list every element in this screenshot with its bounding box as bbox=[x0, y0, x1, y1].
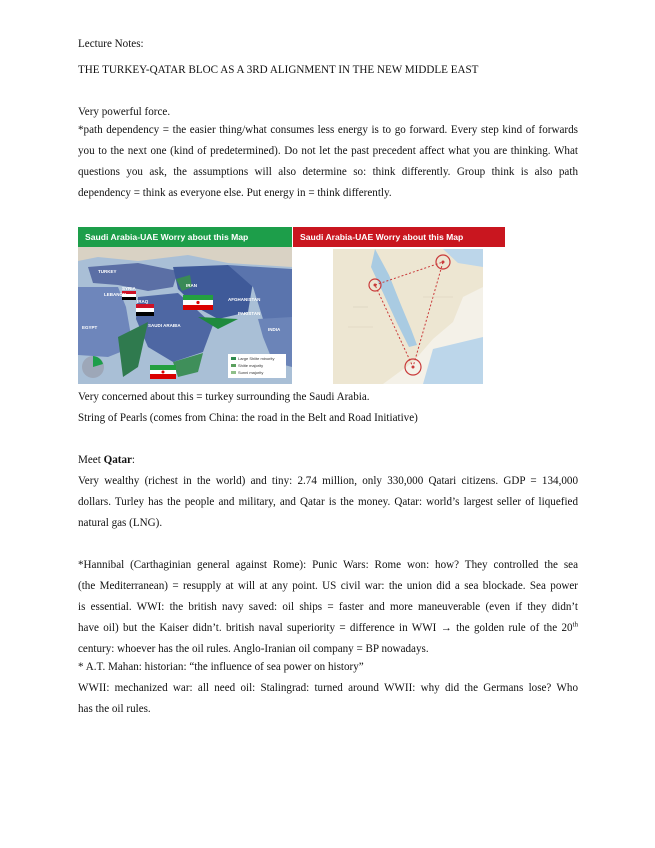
red-sea-route-map-graphic bbox=[293, 227, 505, 384]
middle-east-map-figure bbox=[78, 227, 292, 384]
hannibal-line-2: (the Mediterranean) = resupply at will at any point. US civil war: the union did a sea blockade. Sea power bbox=[78, 580, 578, 592]
map-label-turkey: TURKEY bbox=[98, 269, 117, 274]
legend-item-shiite-majority: Shiite majority bbox=[231, 363, 263, 368]
map-label-india: INDIA bbox=[268, 327, 281, 332]
after-figure-line-2: String of Pearls (comes from China: the road in the Belt and Road Initiative) bbox=[78, 412, 418, 424]
mahan-line: * A.T. Mahan: historian: “the influence of sea power on history” bbox=[78, 661, 364, 673]
map-label-iran: IRAN bbox=[186, 283, 197, 288]
iran-flag-2 bbox=[150, 365, 176, 379]
iran-flag-1 bbox=[183, 295, 213, 310]
qatar-line-3: natural gas (LNG). bbox=[78, 517, 163, 529]
map-banner-right: Saudi Arabia-UAE Worry about this Map bbox=[293, 227, 505, 247]
hannibal-line-1: *Hannibal (Carthaginian general against Rome): Punic Wars: Rome won: how? They controlled the sea bbox=[78, 559, 578, 571]
wwii-line-2: has the oil rules. bbox=[78, 703, 151, 715]
qatar-line-1: Very wealthy (richest in the world) and tiny: 2.74 million, only 330,000 Qatari citizens. GDP = 134,000 bbox=[78, 475, 578, 487]
map-legend bbox=[228, 354, 286, 378]
legend-item-shiite-minority: Large Shiite minority bbox=[231, 356, 274, 361]
map-label-pakistan: PAKISTAN bbox=[238, 311, 261, 316]
after-figure-line-1: Very concerned about this = turkey surrounding the Saudi Arabia. bbox=[78, 391, 370, 403]
qatar-line-2: dollars. Turley has the people and military, and Qatar is the money. Qatar: world’s largest seller of liquefied bbox=[78, 496, 578, 508]
map-label-saudi-arabia: SAUDI ARABIA bbox=[148, 323, 181, 328]
hannibal-line-3: is essential. WWI: the british navy saved: oil ships = faster and more maneuverable (even if they didn’t bbox=[78, 601, 578, 613]
hannibal-line-5: century: whoever has the oil rules. Anglo-Iranian oil company = BP nowadays. bbox=[78, 643, 429, 655]
map-banner-left: Saudi Arabia-UAE Worry about this Map bbox=[78, 227, 292, 247]
wwii-line-1: WWII: mechanized war: all need oil: Stalingrad: turned around WWII: why did the Germans lose? Who bbox=[78, 682, 578, 694]
map-label-iraq: IRAQ bbox=[137, 299, 149, 304]
intro-paragraph-2: *path dependency = the easier thing/what consumes less energy is to go forward. Every step kind of forwards you to the next one (kind of predetermined). Do not let the past precedent affect what you are thinking. What questions you ask, the assumptions will also determine so: think differently. Group think is also path dependency = think as everyone else. Put energy in = think differently. bbox=[78, 124, 578, 199]
meet-qatar-heading: Meet Qatar: bbox=[78, 454, 136, 466]
map-label-lebanon: LEBANON bbox=[104, 292, 127, 297]
iraq-flag bbox=[136, 304, 154, 316]
map-label-afghanistan: AFGHANISTAN bbox=[228, 297, 261, 302]
lecture-notes-label: Lecture Notes: bbox=[78, 38, 144, 50]
legend-item-sunni-majority: Sunni majority bbox=[231, 370, 263, 375]
map-label-egypt: EGYPT bbox=[82, 325, 98, 330]
intro-paragraph-1: Very powerful force. bbox=[78, 106, 171, 118]
hannibal-line-4: have oil) but the Kaiser didn’t. british naval superiority = difference in WWI → the golden rule of the 20th bbox=[78, 620, 578, 634]
red-sea-route-map-figure bbox=[293, 227, 505, 384]
map-label-syria: SYRIA bbox=[122, 286, 136, 291]
document-title: THE TURKEY-QATAR BLOC AS A 3RD ALIGNMENT IN THE NEW MIDDLE EAST bbox=[78, 64, 479, 76]
